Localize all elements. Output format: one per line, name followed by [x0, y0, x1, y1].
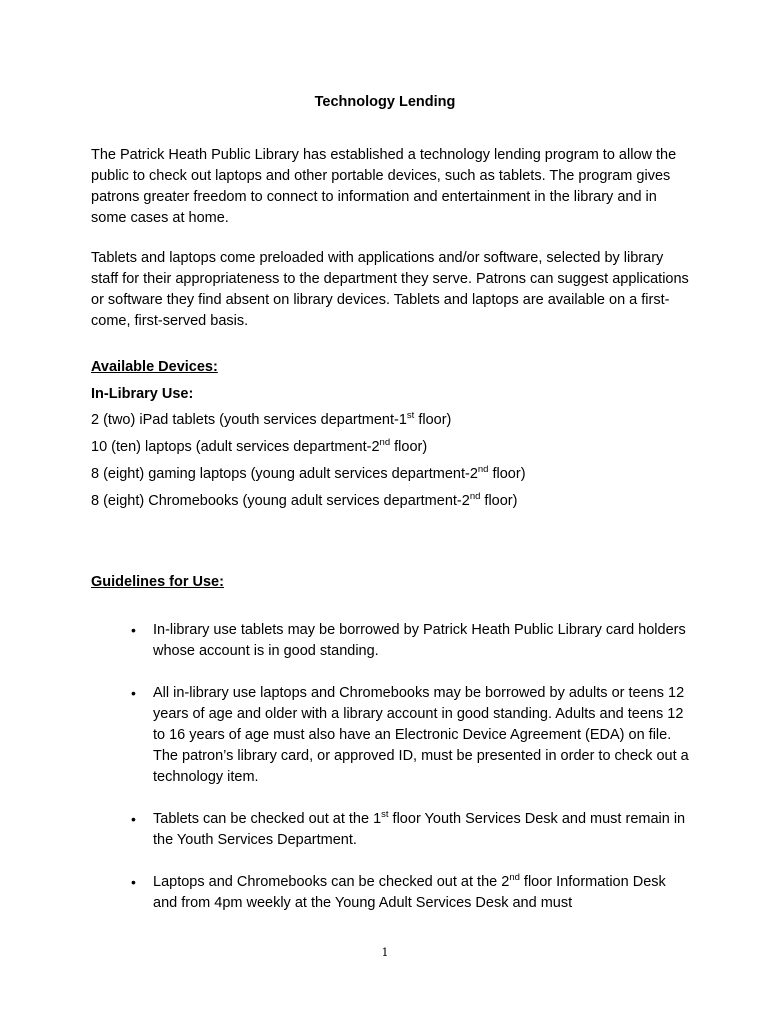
available-devices-heading: Available Devices:: [91, 359, 218, 375]
guideline-item: • In-library use tablets may be borrowed by Patrick Heath Public Library card holders whose account is in good standing.: [131, 622, 686, 659]
guidelines-list: [91, 620, 691, 935]
device-item: 10 (ten) laptops (adult services department-2nd floor): [91, 437, 428, 455]
guideline-item: • Tablets can be checked out at the 1st floor Youth Services Desk and must remain in the Youth Services Department.: [131, 809, 686, 848]
device-item: 8 (eight) gaming laptops (young adult services department-2nd floor): [91, 464, 526, 482]
guidelines-heading: Guidelines for Use:: [91, 574, 224, 590]
page-number: 1: [381, 946, 389, 959]
bullet-icon: •: [131, 685, 136, 701]
document-title: Technology Lending: [314, 94, 456, 110]
bullet-icon: •: [131, 811, 136, 827]
bullet-icon: •: [131, 874, 136, 890]
in-library-use-heading: In-Library Use:: [91, 386, 194, 402]
intro-paragraph: The Patrick Heath Public Library has established a technology lending program to allow the public to check out laptops and other portable devices, such as tablets. The program gives patrons greater freedom to connect to information and entertainment in the library and in some cases at home.: [91, 147, 677, 226]
device-list: [91, 410, 526, 518]
device-item: 8 (eight) Chromebooks (young adult services department-2nd floor): [91, 491, 518, 509]
bullet-icon: •: [131, 622, 136, 638]
guideline-item: • All in-library use laptops and Chromebooks may be borrowed by adults or teens 12 years of age and older with a library account in good standing. Adults and teens 12 to 16 years of age must also have an Electronic Device Agreement (EDA) on file. The patron’s library card, or approved ID, must be presented in order to check out a technology item.: [131, 685, 689, 785]
device-item: 2 (two) iPad tablets (youth services department-1st floor): [91, 410, 452, 428]
guideline-item: • Laptops and Chromebooks can be checked out at the 2nd floor Information Desk and from 4pm weekly at the Young Adult Services Desk and must: [131, 872, 666, 911]
preload-paragraph: Tablets and laptops come preloaded with applications and/or software, selected by library staff for their appropriateness to the department they serve. Patrons can suggest applications or software they find absent on library devices. Tablets and laptops are available on a first-come, first-served basis.: [91, 250, 689, 329]
